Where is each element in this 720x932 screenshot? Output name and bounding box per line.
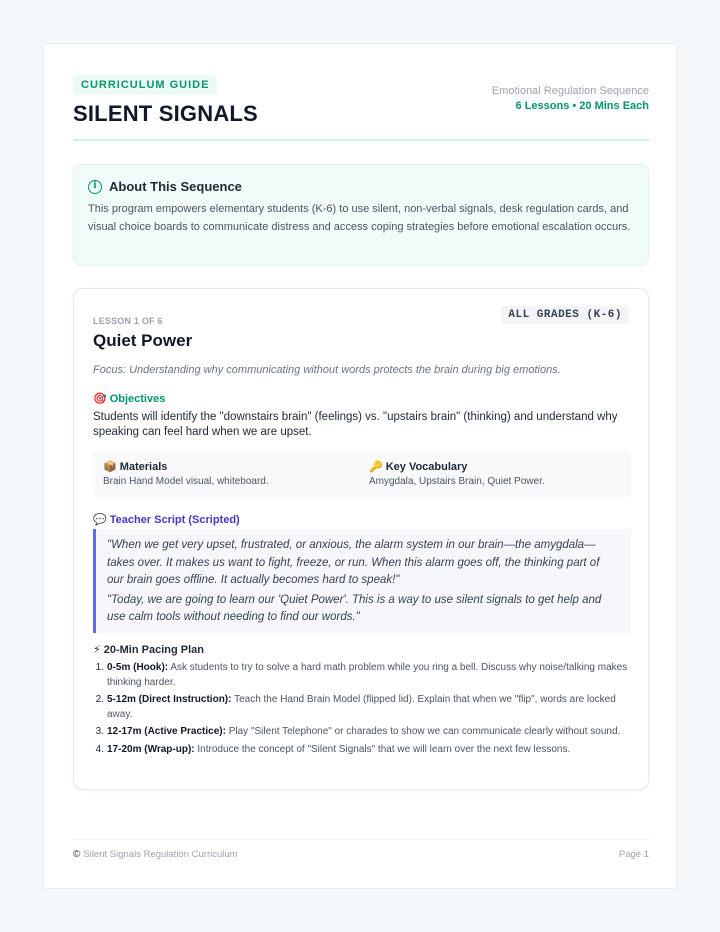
footer-left — [73, 849, 238, 860]
package-icon: 📦 — [103, 460, 117, 473]
vocabulary-text: Amygdala, Upstairs Brain, Quiet Power. — [369, 476, 545, 487]
list-item-text: Introduce the concept of "Silent Signals" that we will learn over the next few lessons. — [194, 743, 571, 755]
lightning-icon: ⚡ — [93, 643, 101, 656]
lesson-focus: Focus: Understanding why communicating without words protects the brain during big emotions. — [93, 364, 561, 376]
info-icon: i — [88, 180, 102, 194]
list-item-label: 12-17m (Active Practice): — [107, 726, 226, 737]
lesson-card — [73, 288, 649, 790]
pacing-heading — [93, 643, 204, 656]
script-title: Teacher Script (Scripted) — [109, 513, 240, 526]
document-page — [43, 43, 677, 889]
objectives-text: Students will identify the "downstairs brain" (feelings) vs. "upstairs brain" (thinking) and understand why speaking can feel hard when we are upset. — [93, 411, 618, 438]
list-item-text: Teach the Hand Brain Model (flipped lid). Explain that when we "flip", words are locked away. — [107, 694, 616, 720]
sequence-label: Emotional Regulation Sequence — [491, 85, 649, 97]
grades-badge: ALL GRADES (K-6) — [501, 306, 629, 324]
list-number: 2. — [95, 694, 104, 705]
page-title: SILENT SIGNALS — [73, 101, 258, 126]
about-panel — [73, 164, 649, 266]
page-header — [73, 75, 649, 141]
objectives-title: Objectives — [109, 392, 166, 405]
script-paragraph: "Today, we are going to learn our 'Quiet Power'. This is a way to use silent signals to get help and use calm tools without needing to find our words." — [107, 593, 602, 623]
teacher-script-box — [93, 529, 631, 633]
about-text: This program empowers elementary students (K-6) to use silent, non-verbal signals, desk regulation cards, and visual choice boards to communicate distress and access coping strategies before emotional escalation occurs. — [88, 203, 631, 233]
about-title: About This Sequence — [109, 179, 242, 194]
script-paragraph: "When we get very upset, frustrated, or anxious, the alarm system in our brain—the amygdala—takes over. It makes us want to fight, freeze, or run. When this alarm goes off, the thinking part of our brain goes offline. It actually becomes hard to speak!" — [107, 539, 600, 586]
footer-title: Silent Signals Regulation Curriculum — [83, 849, 238, 860]
list-item — [93, 693, 633, 722]
list-item-body — [107, 743, 633, 758]
speech-bubble-icon: 💬 — [93, 513, 107, 526]
objectives-heading — [93, 392, 165, 405]
list-item-body — [107, 693, 633, 722]
list-number: 3. — [95, 726, 104, 737]
lesson-count-label: 6 Lessons • 20 Mins Each — [515, 100, 649, 112]
materials-heading — [103, 460, 269, 473]
list-item — [93, 725, 633, 740]
lesson-title: Quiet Power — [93, 331, 193, 350]
target-icon: 🎯 — [93, 392, 107, 405]
about-heading — [88, 179, 634, 194]
lesson-number: LESSON 1 OF 6 — [93, 316, 163, 326]
pacing-list — [93, 661, 633, 760]
list-item-body — [107, 661, 633, 690]
vocabulary-title: Key Vocabulary — [385, 460, 468, 473]
curriculum-badge: CURRICULUM GUIDE — [73, 75, 217, 95]
key-icon: 🔑 — [369, 460, 383, 473]
list-item-label: 17-20m (Wrap-up): — [107, 743, 195, 755]
materials-text: Brain Hand Model visual, whiteboard. — [103, 476, 269, 487]
list-item-text: Ask students to try to solve a hard math problem while you ring a bell. Discuss why noise/talking makes thinking harder. — [107, 662, 628, 688]
list-item-text: Play "Silent Telephone" or charades to show we can communicate clearly without sound. — [225, 726, 621, 737]
list-item-label: 0-5m (Hook): — [107, 662, 169, 673]
list-item-body — [107, 725, 633, 740]
copyright-icon: © — [73, 849, 81, 860]
materials-title: Materials — [119, 460, 168, 473]
page-number: Page 1 — [618, 849, 649, 860]
page-footer — [73, 839, 649, 869]
materials-vocabulary-panel — [93, 451, 631, 497]
list-item — [93, 743, 633, 758]
list-item — [93, 661, 633, 690]
vocabulary-heading — [369, 460, 545, 473]
script-heading — [93, 513, 240, 526]
list-number: 4. — [95, 743, 104, 755]
list-number: 1. — [95, 662, 104, 673]
materials-section — [103, 460, 269, 487]
pacing-title: 20-Min Pacing Plan — [103, 643, 204, 656]
list-item-label: 5-12m (Direct Instruction): — [107, 694, 232, 705]
vocabulary-section — [369, 460, 545, 487]
